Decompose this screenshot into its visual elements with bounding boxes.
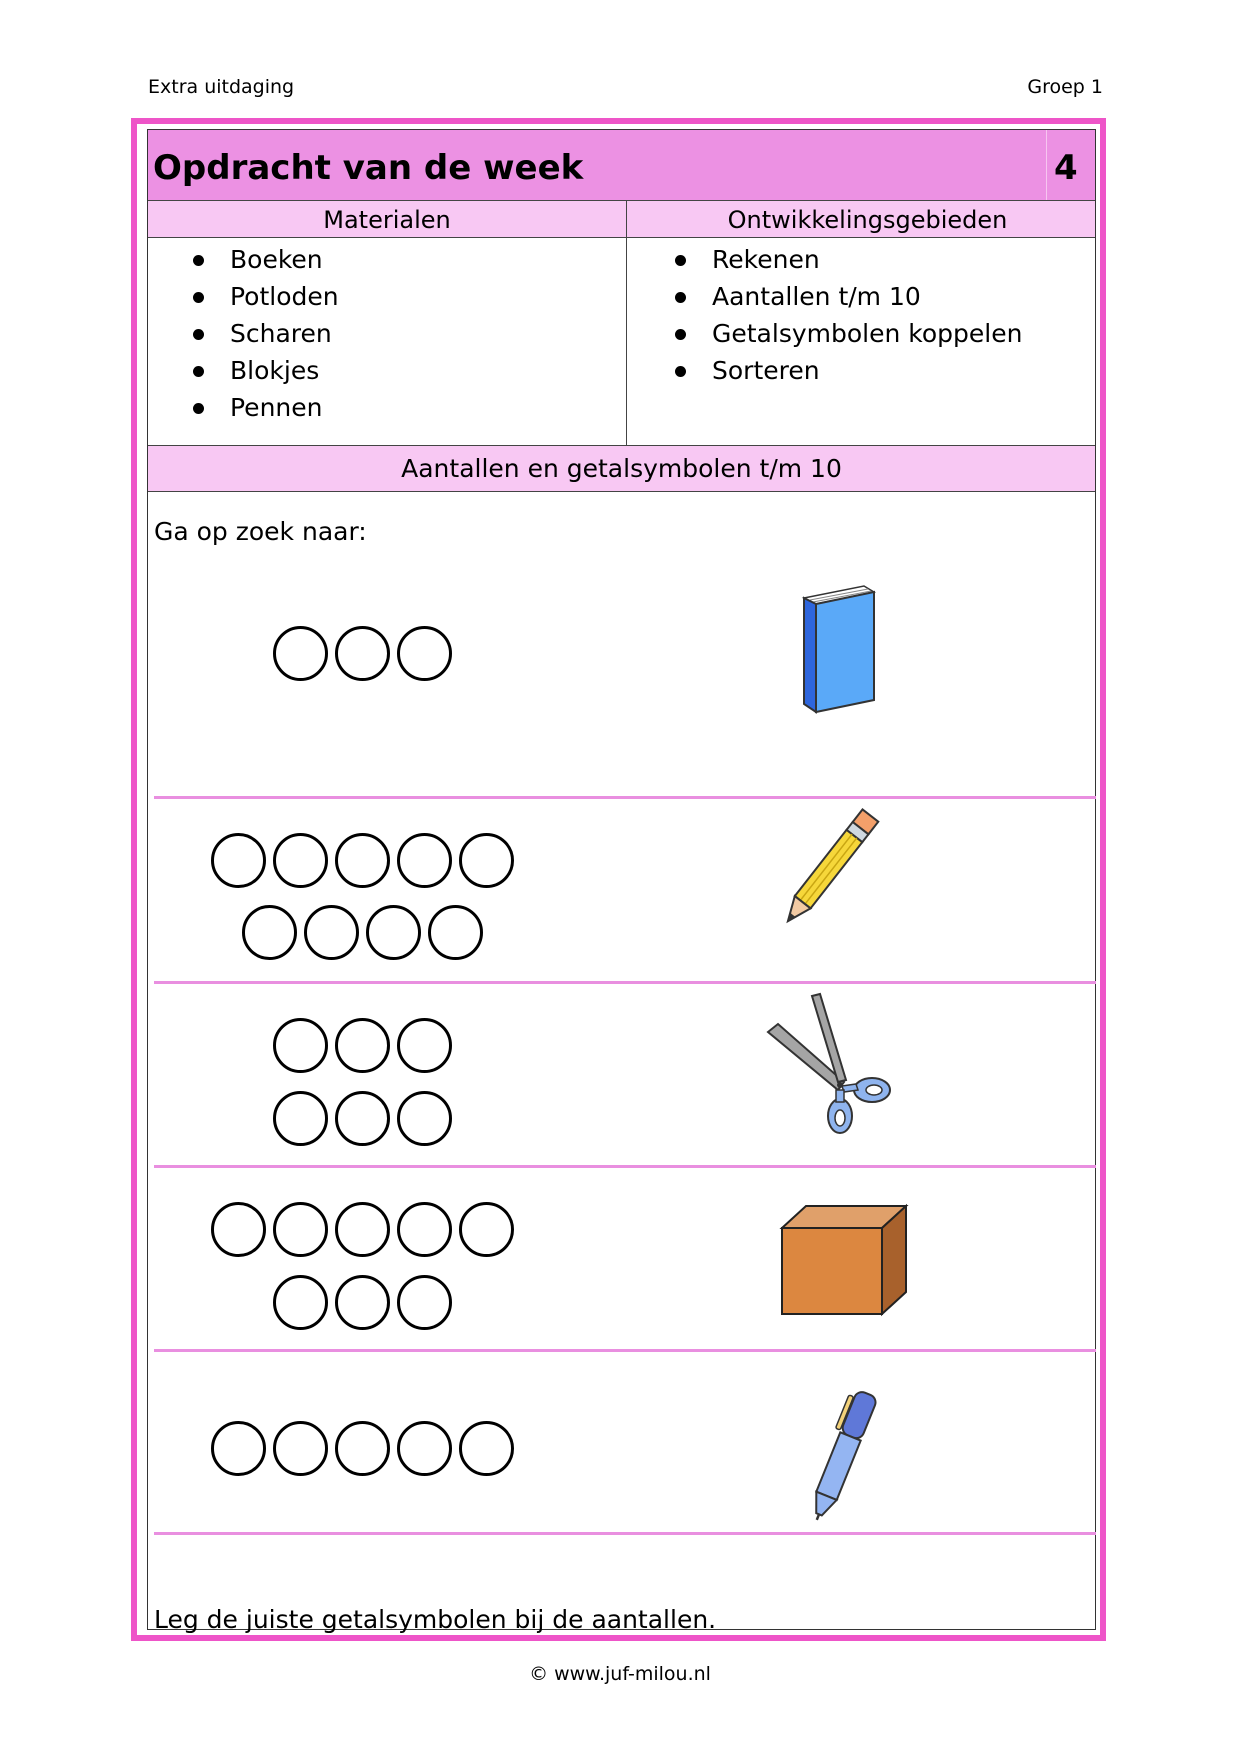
count-circle bbox=[459, 833, 514, 888]
materials-heading: Materialen bbox=[323, 206, 451, 234]
bullet-icon bbox=[193, 403, 204, 414]
count-circle bbox=[211, 1421, 266, 1476]
list-item bbox=[148, 315, 339, 352]
count-circle bbox=[459, 1421, 514, 1476]
list-item bbox=[148, 278, 339, 315]
bullet-icon bbox=[675, 366, 686, 377]
list-item bbox=[630, 241, 1022, 278]
material-label: Pennen bbox=[230, 393, 323, 422]
count-circle bbox=[397, 1275, 452, 1330]
count-circle bbox=[273, 626, 328, 681]
area-label: Sorteren bbox=[712, 356, 820, 385]
count-circle bbox=[211, 1202, 266, 1257]
bullet-icon bbox=[675, 329, 686, 340]
bullet-icon bbox=[675, 292, 686, 303]
count-circle bbox=[335, 626, 390, 681]
count-circle bbox=[397, 1018, 452, 1073]
material-label: Blokjes bbox=[230, 356, 320, 385]
header-right: Groep 1 bbox=[1027, 76, 1103, 98]
areas-list bbox=[630, 241, 1022, 389]
assignment-card bbox=[131, 118, 1106, 1641]
bullet-icon bbox=[193, 292, 204, 303]
count-circle bbox=[459, 1202, 514, 1257]
row-divider bbox=[154, 796, 1096, 799]
count-circle bbox=[335, 1018, 390, 1073]
title-separator bbox=[1046, 130, 1047, 200]
count-circle bbox=[242, 905, 297, 960]
bullet-icon bbox=[193, 329, 204, 340]
count-circle bbox=[304, 905, 359, 960]
count-circle bbox=[397, 626, 452, 681]
scissors-icon bbox=[760, 992, 910, 1142]
count-circle bbox=[273, 1275, 328, 1330]
count-circle bbox=[273, 1091, 328, 1146]
area-label: Rekenen bbox=[712, 245, 820, 274]
bullet-icon bbox=[193, 255, 204, 266]
column-headings bbox=[148, 200, 1095, 238]
footer-copyright: © www.juf-milou.nl bbox=[529, 1663, 711, 1685]
list-item bbox=[630, 315, 1022, 352]
count-circle bbox=[335, 1091, 390, 1146]
count-circle bbox=[397, 1202, 452, 1257]
count-circle bbox=[335, 1275, 390, 1330]
list-item bbox=[630, 352, 1022, 389]
count-circle bbox=[273, 833, 328, 888]
count-circle bbox=[397, 1421, 452, 1476]
block-icon bbox=[778, 1202, 910, 1320]
list-item bbox=[148, 389, 339, 426]
list-item bbox=[148, 241, 339, 278]
pencil-icon bbox=[766, 786, 896, 946]
card-inner bbox=[147, 129, 1096, 1634]
bullet-icon bbox=[675, 255, 686, 266]
material-label: Boeken bbox=[230, 245, 323, 274]
material-label: Scharen bbox=[230, 319, 332, 348]
list-item bbox=[630, 278, 1022, 315]
book-icon bbox=[794, 582, 884, 718]
area-label: Getalsymbolen koppelen bbox=[712, 319, 1023, 348]
count-circle bbox=[335, 1421, 390, 1476]
count-circle bbox=[335, 1202, 390, 1257]
row-divider bbox=[154, 1349, 1096, 1352]
bullet-icon bbox=[193, 366, 204, 377]
list-item bbox=[148, 352, 339, 389]
column-divider bbox=[626, 200, 627, 445]
instruction-text: Leg de juiste getalsymbolen bij de aantallen. bbox=[154, 1605, 717, 1634]
materials-list bbox=[148, 241, 339, 426]
count-circle bbox=[211, 833, 266, 888]
page-title: Opdracht van de week bbox=[153, 148, 584, 188]
pen-icon bbox=[788, 1380, 898, 1530]
row-divider bbox=[154, 981, 1096, 984]
section-heading: Aantallen en getalsymbolen t/m 10 bbox=[148, 445, 1095, 492]
count-circle bbox=[273, 1202, 328, 1257]
areas-heading: Ontwikkelingsgebieden bbox=[727, 206, 1008, 234]
count-circle bbox=[397, 1091, 452, 1146]
count-circle bbox=[273, 1421, 328, 1476]
row-divider bbox=[154, 1532, 1096, 1535]
title-bar bbox=[148, 130, 1095, 200]
count-circle bbox=[366, 905, 421, 960]
area-label: Aantallen t/m 10 bbox=[712, 282, 921, 311]
count-circle bbox=[335, 833, 390, 888]
week-number: 4 bbox=[1054, 148, 1078, 188]
material-label: Potloden bbox=[230, 282, 339, 311]
count-circle bbox=[273, 1018, 328, 1073]
count-circle bbox=[428, 905, 483, 960]
header-left: Extra uitdaging bbox=[148, 76, 295, 98]
row-divider bbox=[154, 1165, 1096, 1168]
intro-text: Ga op zoek naar: bbox=[154, 517, 367, 546]
count-circle bbox=[397, 833, 452, 888]
